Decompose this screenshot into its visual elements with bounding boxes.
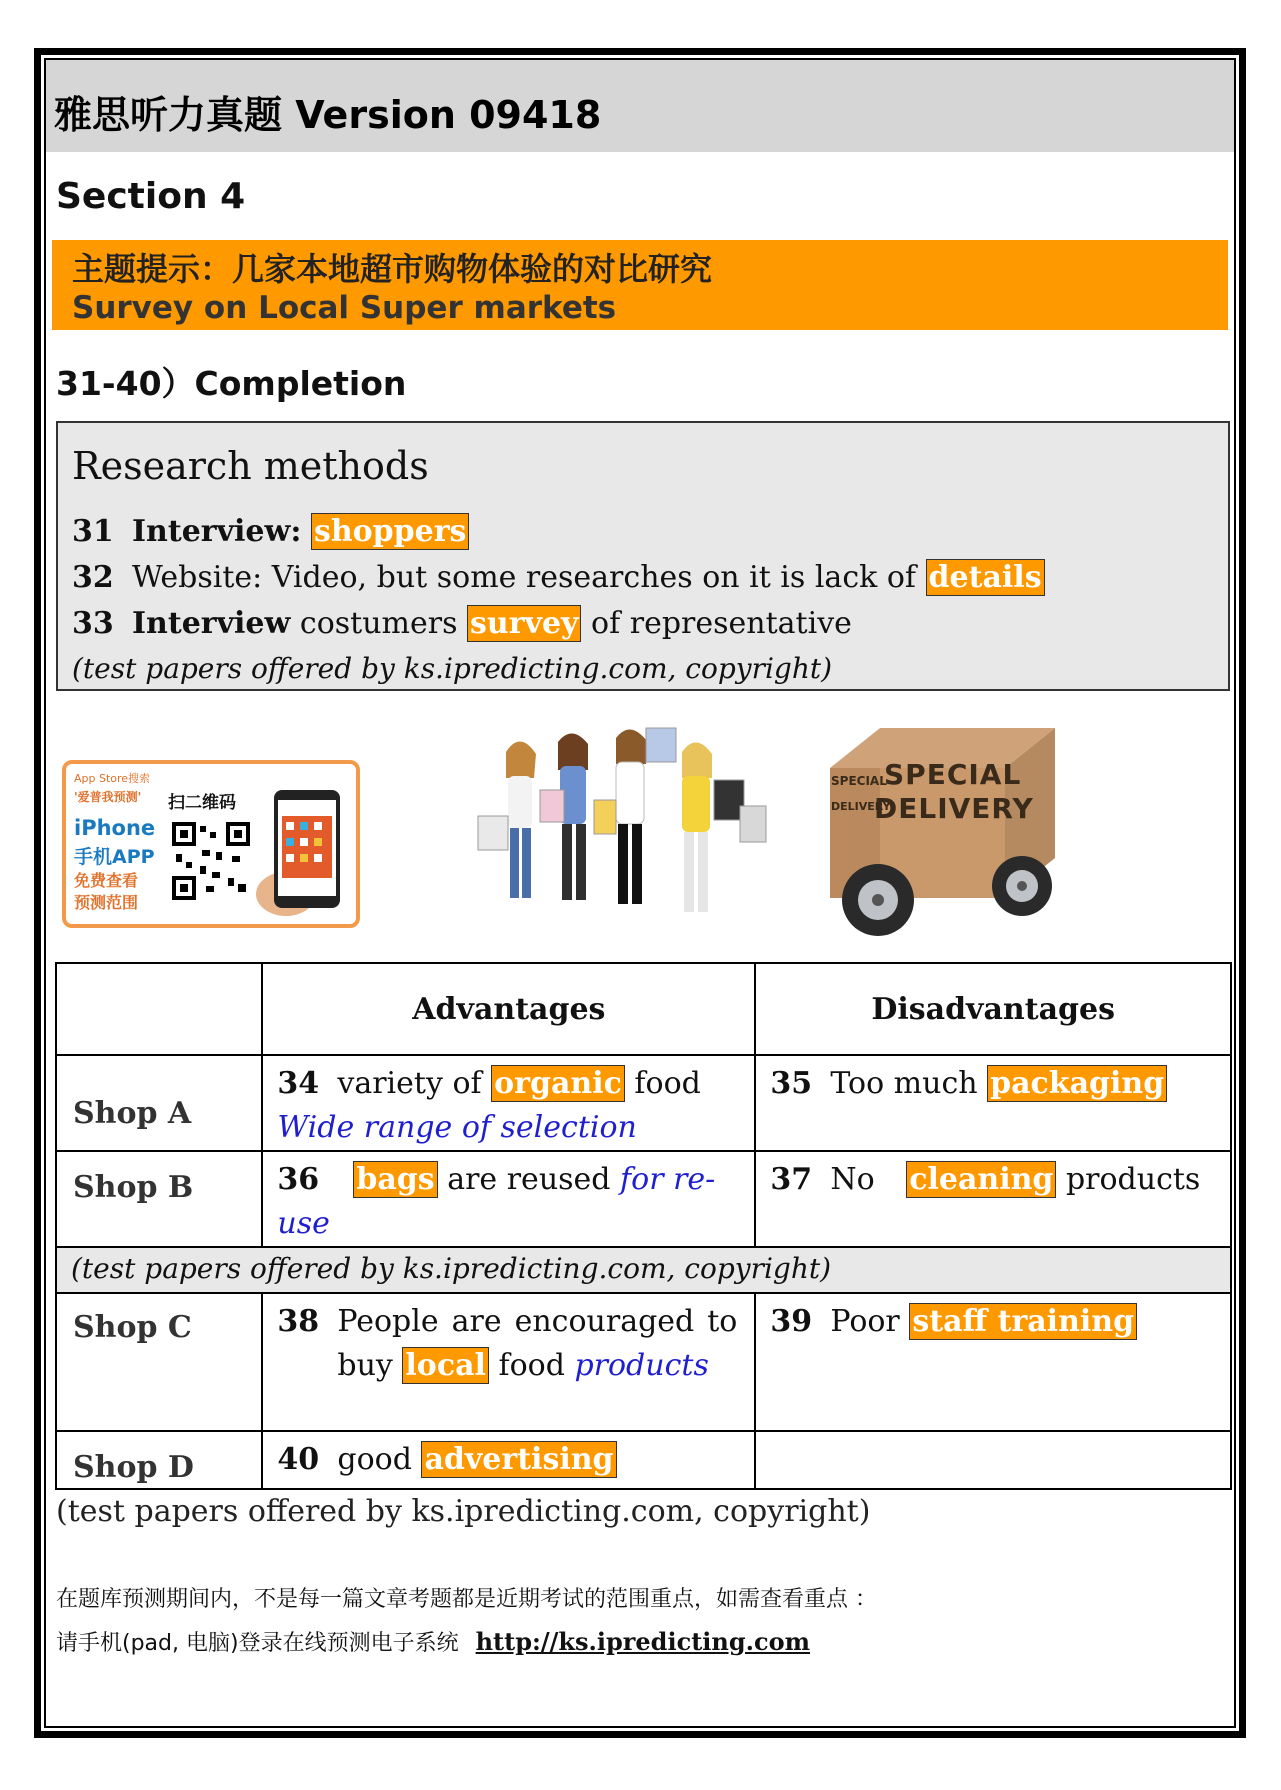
table-header-row (56, 963, 1231, 1055)
shop-a-advantages (262, 1055, 755, 1151)
copyright-note: (test papers offered by ks.ipredicting.com, copyright) (56, 1247, 1231, 1293)
question-number: 35 (770, 1066, 813, 1101)
box-word-special: SPECIAL (884, 758, 1022, 791)
cell-text: products (1065, 1162, 1201, 1197)
shop-a-disadvantages (755, 1055, 1231, 1151)
question-range: 31-40）Completion (56, 364, 407, 403)
topic-english: Survey on Local Super markets (72, 290, 617, 326)
box-side-delivery: DELIVERY (831, 800, 891, 813)
table-row (56, 1293, 1231, 1431)
shop-a-label: Shop A (56, 1055, 262, 1151)
table-copyright-row (56, 1247, 1231, 1293)
cell-text: No (830, 1162, 875, 1197)
shop-b-disadvantages (755, 1151, 1231, 1247)
cell-text: Poor (830, 1304, 900, 1339)
cell-text: food (498, 1348, 565, 1383)
cell-text: food (634, 1066, 701, 1101)
table-row (56, 1431, 1231, 1489)
question-number: 36 (277, 1162, 320, 1197)
answer-38: local (402, 1347, 489, 1384)
qr-code-icon (172, 822, 250, 900)
app-line-5: 免费查看 (74, 871, 139, 890)
answer-37: cleaning (906, 1161, 1056, 1198)
question-number: 40 (277, 1442, 320, 1477)
advantages-header: Advantages (262, 963, 755, 1055)
shop-c-advantages (262, 1293, 755, 1431)
answer-31: shoppers (311, 513, 469, 550)
question-label: Interview: (132, 514, 302, 549)
question-33 (72, 606, 852, 641)
app-line-2: '爱普我预测' (74, 790, 142, 804)
question-text: Website: Video, but some researches on it is lack of (132, 560, 916, 595)
app-line-4: 手机APP (74, 846, 155, 868)
footer-copyright: (test papers offered by ks.ipredicting.com, copyright) (56, 1494, 871, 1529)
table-row (56, 1055, 1231, 1151)
shop-c-label: Shop C (56, 1293, 262, 1431)
topic-chinese: 主题提示：几家本地超市购物体验的对比研究 (72, 250, 713, 288)
cell-text: are reused (447, 1162, 611, 1197)
answer-35: packaging (987, 1065, 1167, 1102)
shop-d-label: Shop D (56, 1431, 262, 1489)
question-number: 37 (770, 1162, 813, 1197)
app-line-6: 预测范围 (74, 893, 139, 912)
question-number: 34 (277, 1066, 320, 1101)
scan-label: 扫二维码 (168, 793, 236, 813)
cell-line (277, 1344, 740, 1388)
cell-text: Too much (830, 1066, 978, 1101)
question-number: 33 (72, 606, 114, 641)
disadvantages-header: Disadvantages (755, 963, 1231, 1055)
question-text: costumers (299, 606, 458, 641)
website-link[interactable]: http://ks.ipredicting.com (475, 1627, 810, 1656)
answer-34: organic (491, 1065, 625, 1102)
shop-b-label: Shop B (56, 1151, 262, 1247)
table-corner-cell (56, 963, 262, 1055)
section-label: Section 4 (56, 176, 246, 217)
cell-text: variety of (337, 1066, 482, 1101)
footer-note-line-1: 在题库预测期间内，不是每一篇文章考题都是近期考试的范围重点，如需查看重点 ： (56, 1587, 877, 1612)
cell-text: buy (337, 1348, 393, 1383)
box-side-special: SPECIAL (831, 774, 887, 788)
footer-note-line-2 (56, 1626, 810, 1657)
answer-33: survey (467, 605, 581, 642)
shop-d-disadvantages (755, 1431, 1231, 1489)
cell-text: good (337, 1442, 412, 1477)
question-31 (72, 514, 469, 549)
question-number: 31 (72, 514, 114, 549)
app-promo-card (62, 760, 360, 928)
app-line-1: App Store搜索 (74, 772, 151, 785)
footer-note-text: 请手机(pad, 电脑)登录在线预测电子系统 (56, 1631, 459, 1656)
cell-line (277, 1300, 740, 1344)
handwritten-note: for re-use (277, 1162, 716, 1241)
answer-32: details (926, 559, 1045, 596)
research-methods-heading: Research methods (72, 444, 429, 488)
cell-text: People are encouraged to (337, 1304, 738, 1339)
phone-icon (256, 786, 352, 916)
app-line-3: iPhone (74, 816, 156, 840)
shop-d-advantages (262, 1431, 755, 1489)
answer-40: advertising (421, 1441, 616, 1478)
question-32 (72, 560, 1045, 595)
box-word-delivery: DELIVERY (874, 792, 1034, 825)
copyright-note: (test papers offered by ks.ipredicting.com, copyright) (72, 652, 833, 685)
question-number: 32 (72, 560, 114, 595)
question-number: 39 (770, 1304, 813, 1339)
shoppers-illustration (460, 720, 790, 940)
answer-36: bags (353, 1161, 437, 1198)
handwritten-note: products (574, 1348, 709, 1383)
table-row (56, 1151, 1231, 1247)
handwritten-note: Wide range of selection (277, 1110, 637, 1145)
special-delivery-image (800, 708, 1072, 946)
shop-c-disadvantages (755, 1293, 1231, 1431)
question-text-after: of representative (591, 606, 852, 641)
comparison-table (55, 962, 1232, 1490)
question-label: Interview (132, 606, 291, 641)
shop-b-advantages (262, 1151, 755, 1247)
delivery-box-icon (800, 708, 1072, 946)
answer-39: staff training (909, 1303, 1137, 1340)
question-number: 38 (277, 1304, 320, 1339)
page-title: 雅思听力真题 Version 09418 (54, 93, 602, 137)
